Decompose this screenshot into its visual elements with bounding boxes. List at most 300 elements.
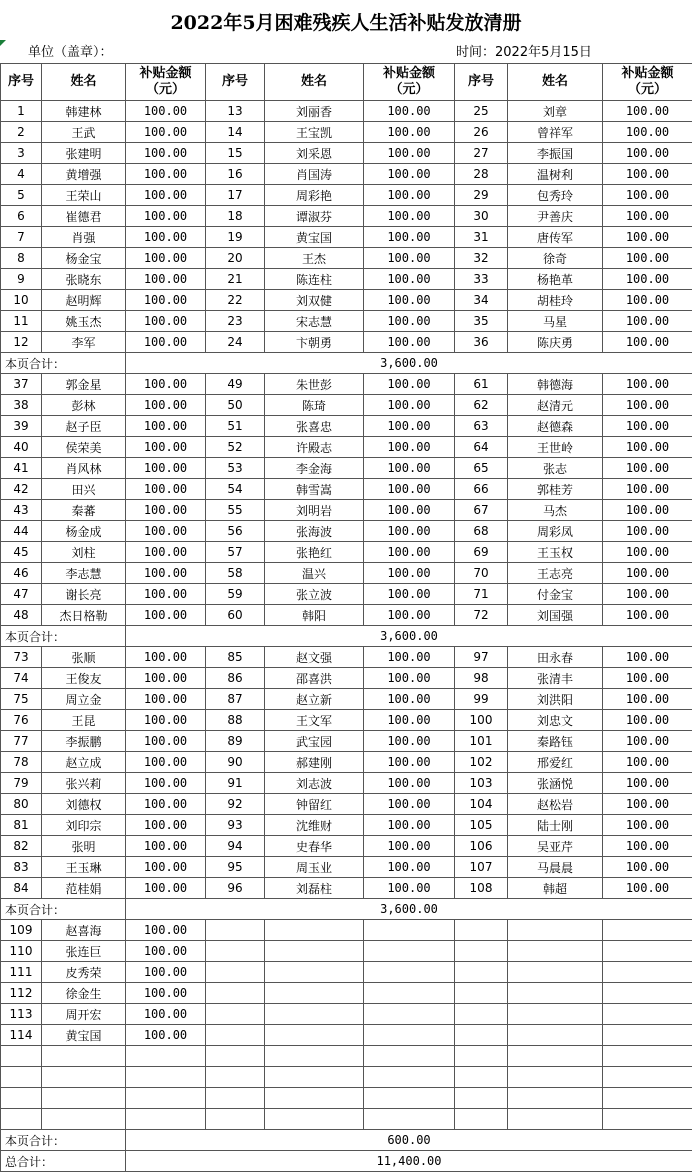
name-cell: 姚玉杰 — [42, 311, 126, 332]
seq-cell: 76 — [1, 710, 42, 731]
amount-cell: 100.00 — [126, 983, 206, 1004]
empty-cell — [455, 1088, 508, 1109]
name-cell: 刘志波 — [265, 773, 364, 794]
empty-cell — [508, 1067, 603, 1088]
seq-cell: 102 — [455, 752, 508, 773]
seq-cell: 96 — [206, 878, 265, 899]
seq-cell: 103 — [455, 773, 508, 794]
empty-cell — [265, 1046, 364, 1067]
amount-cell: 100.00 — [603, 773, 692, 794]
name-cell: 崔德君 — [42, 206, 126, 227]
seq-cell: 71 — [455, 584, 508, 605]
seq-cell: 77 — [1, 731, 42, 752]
empty-cell — [364, 941, 455, 962]
name-cell: 温树利 — [508, 164, 603, 185]
header-seq: 序号 — [455, 64, 508, 101]
table-row — [1, 920, 692, 941]
seq-cell: 68 — [455, 521, 508, 542]
seq-cell: 36 — [455, 332, 508, 353]
name-cell: 刘丽香 — [265, 101, 364, 122]
amount-cell: 100.00 — [603, 584, 692, 605]
seq-cell: 2 — [1, 122, 42, 143]
blank-row — [1, 1088, 692, 1109]
amount-cell: 100.00 — [364, 710, 455, 731]
amount-cell: 100.00 — [603, 794, 692, 815]
amount-cell: 100.00 — [126, 815, 206, 836]
amount-cell: 100.00 — [126, 164, 206, 185]
amount-cell: 100.00 — [364, 731, 455, 752]
seq-cell: 79 — [1, 773, 42, 794]
table-row — [1, 185, 692, 206]
name-cell: 张志 — [508, 458, 603, 479]
amount-cell: 100.00 — [603, 689, 692, 710]
table-row — [1, 206, 692, 227]
name-cell: 王文军 — [265, 710, 364, 731]
seq-cell: 50 — [206, 395, 265, 416]
name-cell: 刘国强 — [508, 605, 603, 626]
empty-cell — [508, 1046, 603, 1067]
amount-cell: 100.00 — [126, 290, 206, 311]
amount-cell: 100.00 — [126, 689, 206, 710]
name-cell: 谭淑芬 — [265, 206, 364, 227]
seq-cell: 38 — [1, 395, 42, 416]
table-row — [1, 815, 692, 836]
seq-cell: 8 — [1, 248, 42, 269]
name-cell: 韩雪嵩 — [265, 479, 364, 500]
amount-cell: 100.00 — [364, 668, 455, 689]
amount-cell: 100.00 — [603, 521, 692, 542]
seq-cell: 99 — [455, 689, 508, 710]
seq-cell: 106 — [455, 836, 508, 857]
seq-cell: 81 — [1, 815, 42, 836]
amount-cell: 100.00 — [364, 584, 455, 605]
name-cell: 吴亚芹 — [508, 836, 603, 857]
seq-cell: 60 — [206, 605, 265, 626]
name-cell: 周玉业 — [265, 857, 364, 878]
date-label: 时间：2022年5月15日 — [456, 45, 592, 60]
amount-cell: 100.00 — [603, 206, 692, 227]
name-cell: 许殿志 — [265, 437, 364, 458]
name-cell: 付金宝 — [508, 584, 603, 605]
empty-cell — [206, 1109, 265, 1130]
amount-cell: 100.00 — [126, 878, 206, 899]
empty-cell — [265, 920, 364, 941]
seq-cell: 80 — [1, 794, 42, 815]
amount-cell: 100.00 — [126, 311, 206, 332]
name-cell: 宋志慧 — [265, 311, 364, 332]
name-cell: 赵德森 — [508, 416, 603, 437]
empty-cell — [42, 1046, 126, 1067]
empty-cell — [508, 962, 603, 983]
empty-cell — [126, 1067, 206, 1088]
seq-cell: 51 — [206, 416, 265, 437]
seq-cell: 48 — [1, 605, 42, 626]
empty-cell — [42, 1109, 126, 1130]
table-row — [1, 227, 692, 248]
seq-cell: 49 — [206, 374, 265, 395]
name-cell: 周开宏 — [42, 1004, 126, 1025]
seq-cell: 87 — [206, 689, 265, 710]
header-amount-line2: （元） — [145, 82, 185, 97]
name-cell: 武宝园 — [265, 731, 364, 752]
amount-cell: 100.00 — [603, 458, 692, 479]
amount-cell: 100.00 — [364, 794, 455, 815]
subtotal-label: 本页合计： — [1, 1130, 126, 1151]
amount-cell: 100.00 — [364, 122, 455, 143]
seq-cell: 20 — [206, 248, 265, 269]
empty-cell — [603, 941, 692, 962]
amount-cell: 100.00 — [126, 269, 206, 290]
seq-cell: 58 — [206, 563, 265, 584]
seq-cell: 64 — [455, 437, 508, 458]
empty-cell — [603, 1109, 692, 1130]
name-cell: 刘印宗 — [42, 815, 126, 836]
amount-cell: 100.00 — [603, 416, 692, 437]
empty-cell — [603, 1004, 692, 1025]
table-row — [1, 836, 692, 857]
empty-cell — [603, 1046, 692, 1067]
name-cell: 赵立新 — [265, 689, 364, 710]
seq-cell: 88 — [206, 710, 265, 731]
seq-cell: 26 — [455, 122, 508, 143]
amount-cell: 100.00 — [126, 185, 206, 206]
seq-cell: 56 — [206, 521, 265, 542]
amount-cell: 100.00 — [603, 101, 692, 122]
amount-cell: 100.00 — [364, 689, 455, 710]
amount-cell: 100.00 — [126, 122, 206, 143]
table-row — [1, 878, 692, 899]
seq-cell: 46 — [1, 563, 42, 584]
name-cell: 刘双健 — [265, 290, 364, 311]
seq-cell: 10 — [1, 290, 42, 311]
amount-cell: 100.00 — [603, 479, 692, 500]
seq-cell: 21 — [206, 269, 265, 290]
subtotal-row — [1, 899, 692, 920]
seq-cell: 108 — [455, 878, 508, 899]
empty-cell — [603, 1067, 692, 1088]
seq-cell: 24 — [206, 332, 265, 353]
empty-cell — [508, 983, 603, 1004]
seq-cell: 110 — [1, 941, 42, 962]
grand-total-row — [1, 1151, 692, 1172]
name-cell: 杨艳革 — [508, 269, 603, 290]
empty-cell — [206, 983, 265, 1004]
empty-cell — [265, 1004, 364, 1025]
seq-cell: 85 — [206, 647, 265, 668]
seq-cell: 92 — [206, 794, 265, 815]
amount-cell: 100.00 — [126, 374, 206, 395]
seq-cell: 13 — [206, 101, 265, 122]
seq-cell: 45 — [1, 542, 42, 563]
seq-cell: 105 — [455, 815, 508, 836]
empty-cell — [126, 1088, 206, 1109]
seq-cell: 35 — [455, 311, 508, 332]
name-cell: 赵喜海 — [42, 920, 126, 941]
grand-total-value: 11,400.00 — [126, 1151, 692, 1172]
empty-cell — [206, 1088, 265, 1109]
seq-cell: 43 — [1, 500, 42, 521]
subtotal-value: 3,600.00 — [126, 626, 692, 647]
name-cell: 曾祥军 — [508, 122, 603, 143]
seq-cell: 25 — [455, 101, 508, 122]
empty-cell — [364, 1109, 455, 1130]
name-cell: 朱世彭 — [265, 374, 364, 395]
empty-cell — [1, 1109, 42, 1130]
seq-cell: 52 — [206, 437, 265, 458]
seq-cell: 7 — [1, 227, 42, 248]
empty-cell — [206, 1004, 265, 1025]
amount-cell: 100.00 — [364, 878, 455, 899]
table-row — [1, 962, 692, 983]
table-row — [1, 458, 692, 479]
seq-cell: 82 — [1, 836, 42, 857]
seq-cell: 65 — [455, 458, 508, 479]
table-row — [1, 143, 692, 164]
name-cell: 陈琦 — [265, 395, 364, 416]
subsidy-table — [0, 63, 692, 1172]
seq-cell: 93 — [206, 815, 265, 836]
name-cell: 钟留红 — [265, 794, 364, 815]
amount-cell: 100.00 — [603, 647, 692, 668]
name-cell: 赵明辉 — [42, 290, 126, 311]
amount-cell: 100.00 — [364, 458, 455, 479]
empty-cell — [265, 962, 364, 983]
name-cell: 肖风林 — [42, 458, 126, 479]
seq-cell: 66 — [455, 479, 508, 500]
amount-cell: 100.00 — [126, 1025, 206, 1046]
seq-cell: 111 — [1, 962, 42, 983]
name-cell: 杰日格勒 — [42, 605, 126, 626]
name-cell: 张兴莉 — [42, 773, 126, 794]
amount-cell: 100.00 — [364, 647, 455, 668]
name-cell: 邵喜洪 — [265, 668, 364, 689]
name-cell: 赵子臣 — [42, 416, 126, 437]
table-row — [1, 122, 692, 143]
amount-cell: 100.00 — [603, 731, 692, 752]
table-row — [1, 500, 692, 521]
seq-cell: 3 — [1, 143, 42, 164]
seq-cell: 40 — [1, 437, 42, 458]
header-seq: 序号 — [1, 64, 42, 101]
blank-row — [1, 1067, 692, 1088]
amount-cell: 100.00 — [126, 395, 206, 416]
seq-cell: 1 — [1, 101, 42, 122]
amount-cell: 100.00 — [126, 710, 206, 731]
name-cell: 张明 — [42, 836, 126, 857]
empty-cell — [603, 920, 692, 941]
name-cell: 李振鹏 — [42, 731, 126, 752]
amount-cell: 100.00 — [603, 605, 692, 626]
name-cell: 田永春 — [508, 647, 603, 668]
amount-cell: 100.00 — [126, 920, 206, 941]
amount-cell: 100.00 — [364, 101, 455, 122]
empty-cell — [455, 1067, 508, 1088]
name-cell: 杨金宝 — [42, 248, 126, 269]
seq-cell: 29 — [455, 185, 508, 206]
subtotal-row — [1, 353, 692, 374]
name-cell: 徐奇 — [508, 248, 603, 269]
amount-cell: 100.00 — [126, 227, 206, 248]
amount-cell: 100.00 — [126, 857, 206, 878]
table-row — [1, 269, 692, 290]
amount-cell: 100.00 — [126, 773, 206, 794]
name-cell: 肖强 — [42, 227, 126, 248]
seq-cell: 72 — [455, 605, 508, 626]
amount-cell: 100.00 — [603, 374, 692, 395]
seq-cell: 6 — [1, 206, 42, 227]
name-cell: 彭林 — [42, 395, 126, 416]
amount-cell: 100.00 — [364, 605, 455, 626]
amount-cell: 100.00 — [126, 731, 206, 752]
seq-cell: 101 — [455, 731, 508, 752]
blank-row — [1, 1109, 692, 1130]
name-cell: 马星 — [508, 311, 603, 332]
name-cell: 黄宝国 — [265, 227, 364, 248]
name-cell: 赵松岩 — [508, 794, 603, 815]
seq-cell: 73 — [1, 647, 42, 668]
table-row — [1, 101, 692, 122]
amount-cell: 100.00 — [364, 290, 455, 311]
empty-cell — [1, 1067, 42, 1088]
table-row — [1, 374, 692, 395]
seq-cell: 32 — [455, 248, 508, 269]
amount-cell: 100.00 — [364, 479, 455, 500]
empty-cell — [206, 941, 265, 962]
seq-cell: 31 — [455, 227, 508, 248]
subtotal-label: 本页合计： — [1, 899, 126, 920]
name-cell: 刘采恩 — [265, 143, 364, 164]
amount-cell: 100.00 — [603, 290, 692, 311]
seq-cell: 57 — [206, 542, 265, 563]
amount-cell: 100.00 — [603, 122, 692, 143]
seq-cell: 100 — [455, 710, 508, 731]
empty-cell — [508, 1109, 603, 1130]
empty-cell — [603, 1088, 692, 1109]
name-cell: 黄增强 — [42, 164, 126, 185]
seq-cell: 83 — [1, 857, 42, 878]
name-cell: 史春华 — [265, 836, 364, 857]
name-cell: 刘德权 — [42, 794, 126, 815]
amount-cell: 100.00 — [364, 563, 455, 584]
name-cell: 王杰 — [265, 248, 364, 269]
name-cell: 张清丰 — [508, 668, 603, 689]
amount-cell: 100.00 — [364, 773, 455, 794]
seq-cell: 5 — [1, 185, 42, 206]
amount-cell: 100.00 — [603, 164, 692, 185]
empty-cell — [265, 941, 364, 962]
name-cell: 邢爱红 — [508, 752, 603, 773]
seq-cell: 63 — [455, 416, 508, 437]
empty-cell — [508, 1025, 603, 1046]
table-row — [1, 395, 692, 416]
empty-cell — [508, 1088, 603, 1109]
name-cell: 张连巨 — [42, 941, 126, 962]
empty-cell — [364, 983, 455, 1004]
header-name: 姓名 — [508, 64, 603, 101]
seq-cell: 22 — [206, 290, 265, 311]
seq-cell: 62 — [455, 395, 508, 416]
table-row — [1, 563, 692, 584]
table-row — [1, 521, 692, 542]
amount-cell: 100.00 — [603, 269, 692, 290]
name-cell: 张海波 — [265, 521, 364, 542]
amount-cell: 100.00 — [126, 941, 206, 962]
name-cell: 刘磊柱 — [265, 878, 364, 899]
name-cell: 谢长亮 — [42, 584, 126, 605]
amount-cell: 100.00 — [126, 143, 206, 164]
empty-cell — [206, 1067, 265, 1088]
table-row — [1, 647, 692, 668]
subtotal-value: 3,600.00 — [126, 899, 692, 920]
amount-cell: 100.00 — [364, 311, 455, 332]
empty-cell — [206, 1025, 265, 1046]
name-cell: 周彩艳 — [265, 185, 364, 206]
name-cell: 秦蕃 — [42, 500, 126, 521]
name-cell: 唐传军 — [508, 227, 603, 248]
amount-cell: 100.00 — [603, 248, 692, 269]
amount-cell: 100.00 — [603, 752, 692, 773]
empty-cell — [265, 1088, 364, 1109]
empty-cell — [603, 962, 692, 983]
seq-cell: 23 — [206, 311, 265, 332]
table-row — [1, 332, 692, 353]
seq-cell: 12 — [1, 332, 42, 353]
unit-label: 单位（盖章）： — [28, 45, 113, 60]
subtotal-row — [1, 1130, 692, 1151]
empty-cell — [455, 1109, 508, 1130]
amount-cell: 100.00 — [364, 227, 455, 248]
name-cell: 黄宝国 — [42, 1025, 126, 1046]
amount-cell: 100.00 — [364, 500, 455, 521]
amount-cell: 100.00 — [364, 164, 455, 185]
name-cell: 郝建刚 — [265, 752, 364, 773]
empty-cell — [508, 941, 603, 962]
name-cell: 郭桂芳 — [508, 479, 603, 500]
amount-cell: 100.00 — [364, 248, 455, 269]
name-cell: 周彩凤 — [508, 521, 603, 542]
name-cell: 韩阳 — [265, 605, 364, 626]
empty-cell — [265, 1067, 364, 1088]
empty-cell — [455, 1025, 508, 1046]
name-cell: 皮秀荣 — [42, 962, 126, 983]
name-cell: 刘洪阳 — [508, 689, 603, 710]
table-row — [1, 437, 692, 458]
seq-cell: 95 — [206, 857, 265, 878]
seq-cell: 107 — [455, 857, 508, 878]
name-cell: 张艳红 — [265, 542, 364, 563]
name-cell: 胡桂玲 — [508, 290, 603, 311]
table-row — [1, 290, 692, 311]
name-cell: 肖国涛 — [265, 164, 364, 185]
header-row — [1, 64, 692, 101]
seq-cell: 98 — [455, 668, 508, 689]
amount-cell: 100.00 — [364, 521, 455, 542]
amount-cell: 100.00 — [364, 374, 455, 395]
name-cell: 马晨晨 — [508, 857, 603, 878]
name-cell: 刘柱 — [42, 542, 126, 563]
amount-cell: 100.00 — [126, 521, 206, 542]
amount-cell: 100.00 — [603, 500, 692, 521]
name-cell: 刘明岩 — [265, 500, 364, 521]
name-cell: 陆士刚 — [508, 815, 603, 836]
empty-cell — [364, 1088, 455, 1109]
amount-cell: 100.00 — [126, 542, 206, 563]
table-row — [1, 857, 692, 878]
amount-cell: 100.00 — [603, 836, 692, 857]
header-amount — [364, 64, 455, 101]
amount-cell: 100.00 — [126, 248, 206, 269]
empty-cell — [206, 1046, 265, 1067]
